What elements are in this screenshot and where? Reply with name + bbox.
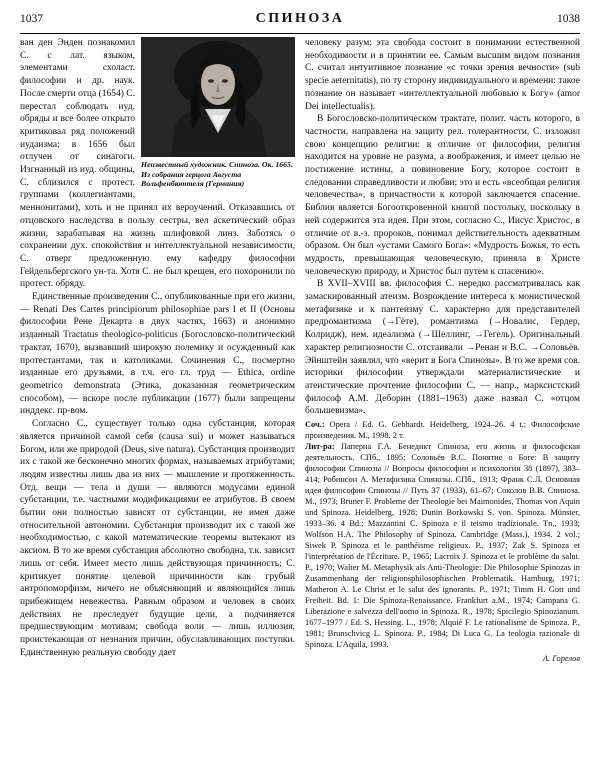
left-column [20,37,295,659]
figure-caption: Неизвестный художник. Спиноза. Ок. 1665. Из собрания герцога Августа Вольфенбюттеля (Германия) [141,160,293,189]
running-title: СПИНОЗА [255,11,345,26]
right-paragraph-3: В XVII–XVIII вв. философия С. нередко рассматривалась как замаскированный атеизм. Возрождение интереса к монистической метафизике и к пантеизму С. характерно для представителей предромантизма (→Гёте), романтизма (→Новалис, Гердер, Колридж), нем. идеализма (→Шеллинг, →Гегель). Оригинальный характер религиозности С. отстаивали →Ренан и В.С. →Соловьёв. Эйнштейн заявлял, что «верит в Бога Спинозы». В то же время сов. историки философии утверждали материалистические и атеистические прочтение философии С. — напр., марксистский философ А.М. Деборин (1881–1963) даже назвал С. «отцом большевизма». [305,279,580,417]
header-rule [20,33,580,34]
page-number-left: 1037 [20,13,43,25]
page-header [20,11,580,31]
left-paragraph-2: Единственные произведения С., опубликованные при его жизни, — Renati Des Cartes principiorum philosophiae pars I et II (Основы философии Рене Декарта в двух частях, 1663) и анонимно изданный Tractatus theologico-politicus (Богословско-политический трактат, 1670), вызвавший широкую полемику и осужденный как протестантами, так и католиками. Сочинения С., посмертно изданные его друзьями, в т.ч. его гл. труд — Ethica, ordine geometrico demonstrata (Этика, доказанная геометрическим способом), — вскоре после публикации (1677) были запрещены инддекс. пр-вом. [20,292,295,417]
right-column [305,37,580,666]
literature-text: Паперна Г.А. Бенедикт Спиноза, его жизнь и философская деятельность. СПб., 1895; Соловьёв В.С. Понятие о Боге: В защиту философии Спинозы // Вопросы философии и психологии 38 (1897), 383–414; Робинсон А. Метафизика Спинозы. СПб., 1913; Франк С.Л. Основная идея философии Спинозы // Путь 37 (1933), 61–67; Соколов В.В. Спиноза. М., 1973; Bruner F. Probleme der Theologie bei Maimonides, Thomas von Aquin und Spinoza. Heidelberg, 1928; Dunin Borkowski S. von. Spinoza. Münster, 1933–36. 4 Bd.; Mazzantini C. Spinoza e il teismo tradizionale. Tn., 1933; Wolfson H.A. The Philosophy of Spinoza. Cambridge (Mass.), 1934. 2 vol.; Siwek P. Spinoza et le panthéisme religieux. P., 1937; Zak S. Spinoza et l'interprétation de l'Écriture. P., 1965; Lacroix J. Spinoza et le problème du salut. P., 1970; Walter M. Metaphysik als Anti-Theologie: Die Philosophie Spinozas in Zusammenhang der religionsphilosophischen Problematik. Hamburg, 1971; Matheron A. Le Christ et le salut des ignorants. P., 1971; Timm H. Gott und Freiheit. Bd. 1: Die Spinoza-Renaissance. Frankfurt a.M., 1974; Campana G. Liberazione e salvezza dell'uomo in Spinoza. R., 1978; Spicilegio Spinozianum. 1677–1977 / Ed. S. Hessing. L., 1978; Alquié F. Le rationalisme de Spinoza. P., 1981; Brunschvicg L. Spinoza. P., 1984; Di Luca G. La teologia razionale di Spinoza. L'Aquila, 1993. [305,442,580,650]
works-entry [305,419,580,441]
article-author: А. Горелов [542,654,580,664]
portrait-figure [141,37,295,189]
literature-entry [305,441,580,650]
page-number-right: 1038 [557,13,580,25]
works-text: Opera / Ed. G. Gebhardt. Heidelberg, 1924–26. 4 t.; Философские произведения. М., 1998. 2 т. [305,420,580,441]
spinoza-portrait-image [141,37,295,157]
right-paragraph-1: человеку разум: эта свобода состоит в понимании естественной необходимости и в принятии ее. Самым высшим видом познания С. считал интуитивное познание «с точки зрения вечности» (sub specie aeternitatis), по ту сторону индивидуального и времени: такое познание он называет «интеллектуальной любовью к Богу» (amor Dei intellectualis). [305,38,580,112]
left-paragraph-1: ван ден Энден познакомил С. с лат. языком, элементами схоласт. философии и др. наук. После смерти отца (1654) С. перестал соблюдать иуд. обряды и все более открыто критиковал ряд положений иудаизма; в 1656 был отлучен от синагоги. Изгнанный из иуд. общины, С. сблизился с протест. группами (коллегиантами, меннонитами), хоть и не принял их вероучений. Отказавшись от отцовского наследства в пользу сестры, вел аскетический образ жизни, зарабатывая на жизнь шлифовкой линз. Заботясь о сохранении дух. спокойствия и интеллектуальной независимости, С. отверг предложенную ему кафедру философии Гейдельбергского ун-та. Хотя С. не был крещен, его похоронили по протест. обряду. [20,38,295,290]
bibliography [305,419,580,650]
literature-label: Лит-ра: [305,442,335,452]
right-paragraph-2: В Богословско-политическом трактате, полит. часть которого, в частности, направлена на защиту рел. толерантности, С. изложил свою концепцию религии: в отличие от философии, религия находится на уровне не разума, а воображения, и имеет целью не постижение истины, а повиновение Богу, которое состоит в следовании справедливости и любви; это и есть «всеобщая религия человечества», в причастности к которой заключается спасение. Библия является Богооткровенной книгой постольку, поскольку в ней содержится эта идея. При этом, согласно С., Иисус Христос, в отличие от в.-з. пророков, понимал действительность адекватным образом. Он был «устами Самого Бога»: «Мудрость Божья, то есть мудрость, превышающая человеческую, приняла в Христе человеческую природу, и Христос был путем к спасению». [305,114,580,277]
left-paragraph-3: Согласно С., существует только одна субстанция, которая является причиной самой себя (causa sui) и может называться Богом, или же природой (Deus, sive natura). Субстанция производит их с такой же бесконечно многих формах, называемых атрибутами; людям известны лишь два из них — мышление и протяженность. Отд. вещи — тела и души — являются модусами единой субстанции, т.е. частными модификациями ее атрибутов. В своем бытии они полностью зависят от субстанции, не имея даже относительной автономии. Субстанция производит их с такой же необходимостью, с какой математические теоремы вытекают из аксиом. В то же время субстанция абсолютно свободна, т.к. зависит лишь от себя. Имеет место лишь действующая причинность; С. критикует понятие целевой причинности как грубый антропоморфизм, ничего не объясняющий и являющийся лишь прибежищем невежества. Равным образом и человек в своих действиях не преследует будущие цели, а подчиняется предшествующим мотивам; свобода воли — лишь иллюзия, проистекающая от незнания причин, обуславливающих поступки. Единственную реальную свободу дает [20,419,295,658]
works-label: Соч.: [305,420,325,430]
